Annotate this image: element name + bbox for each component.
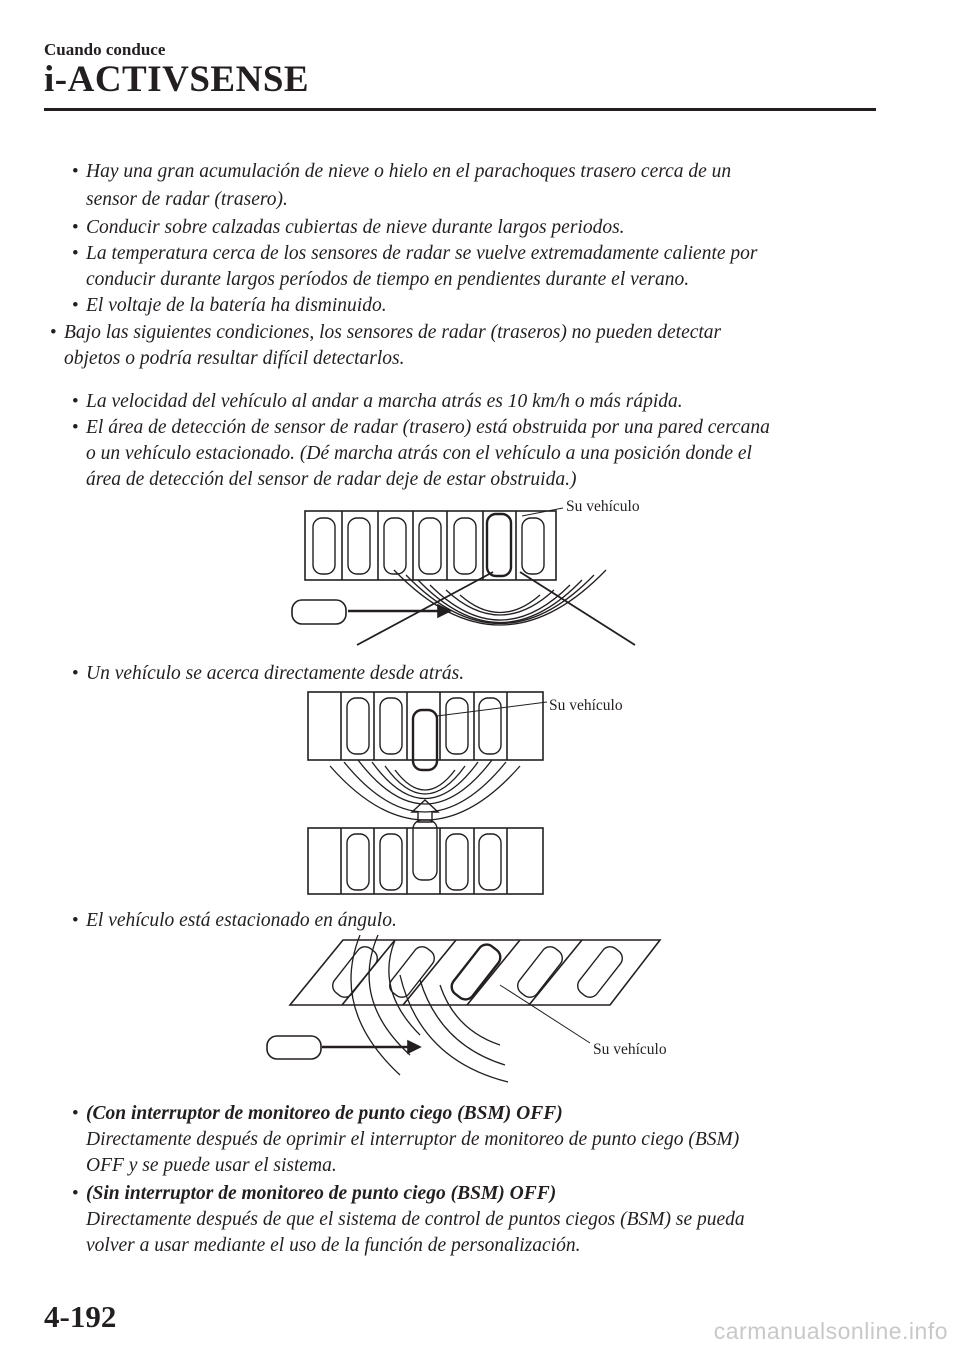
list-item: Bajo las siguientes condiciones, los sensores de radar (traseros) no pueden detectar (64, 322, 722, 343)
figure-label: Su vehículo (549, 697, 623, 714)
list-item: Un vehículo se acerca directamente desde atrás. (86, 663, 465, 684)
list-item: o un vehículo estacionado. (Dé marcha atrás con el vehículo a una posición donde el (86, 443, 752, 464)
page-title: i-ACTIVSENSE (44, 59, 310, 100)
list-item: Hay una gran acumulación de nieve o hielo en el parachoques trasero cerca de un (86, 161, 732, 182)
list-item: sensor de radar (trasero). (86, 189, 288, 210)
header-rule (44, 108, 876, 111)
bullet-icon: • (72, 217, 79, 238)
list-item: conducir durante largos períodos de tiempo en pendientes durante el verano. (86, 269, 690, 290)
list-item: Conducir sobre calzadas cubiertas de nieve durante largos periodos. (86, 217, 625, 238)
list-item-heading: (Sin interruptor de monitoreo de punto ciego (BSM) OFF) (86, 1183, 557, 1204)
figure-angled-parking (0, 930, 960, 1090)
bullet-icon: • (50, 322, 57, 343)
page-number: 4-192 (44, 1299, 117, 1334)
bullet-icon: • (72, 1183, 79, 1204)
bullet-icon: • (72, 391, 79, 412)
bullet-icon: • (72, 417, 79, 438)
list-item: OFF y se puede usar el sistema. (86, 1155, 337, 1176)
list-item: El vehículo está estacionado en ángulo. (86, 910, 397, 931)
bullet-icon: • (72, 295, 79, 316)
bullet-icon: • (72, 1103, 79, 1124)
list-item: Directamente después de que el sistema de control de puntos ciegos (BSM) se pueda (86, 1209, 745, 1230)
figure-label: Su vehículo (566, 498, 640, 515)
list-item: Directamente después de oprimir el interruptor de monitoreo de punto ciego (BSM) (86, 1129, 740, 1150)
figure-vehicle-from-behind (0, 688, 960, 898)
figure-parking-obstructed (0, 496, 960, 656)
bullet-icon: • (72, 243, 79, 264)
list-item: La temperatura cerca de los sensores de radar se vuelve extremadamente caliente por (86, 243, 758, 264)
list-item: La velocidad del vehículo al andar a marcha atrás es 10 km/h o más rápida. (86, 391, 683, 412)
bullet-icon: • (72, 663, 79, 684)
list-item: objetos o podría resultar difícil detectarlos. (64, 348, 405, 369)
figure-label: Su vehículo (593, 1041, 667, 1058)
watermark: carmanualsonline.info (713, 1318, 948, 1344)
list-item: El voltaje de la batería ha disminuido. (86, 295, 387, 316)
list-item-heading: (Con interruptor de monitoreo de punto ciego (BSM) OFF) (86, 1103, 563, 1124)
bullet-icon: • (72, 161, 79, 182)
list-item: área de detección del sensor de radar deje de estar obstruida.) (86, 469, 577, 490)
list-item: El área de detección de sensor de radar (trasero) está obstruida por una pared cercana (86, 417, 770, 438)
list-item: volver a usar mediante el uso de la función de personalización. (86, 1235, 581, 1256)
section-name: Cuando conduce (44, 40, 166, 59)
bullet-icon: • (72, 910, 79, 931)
